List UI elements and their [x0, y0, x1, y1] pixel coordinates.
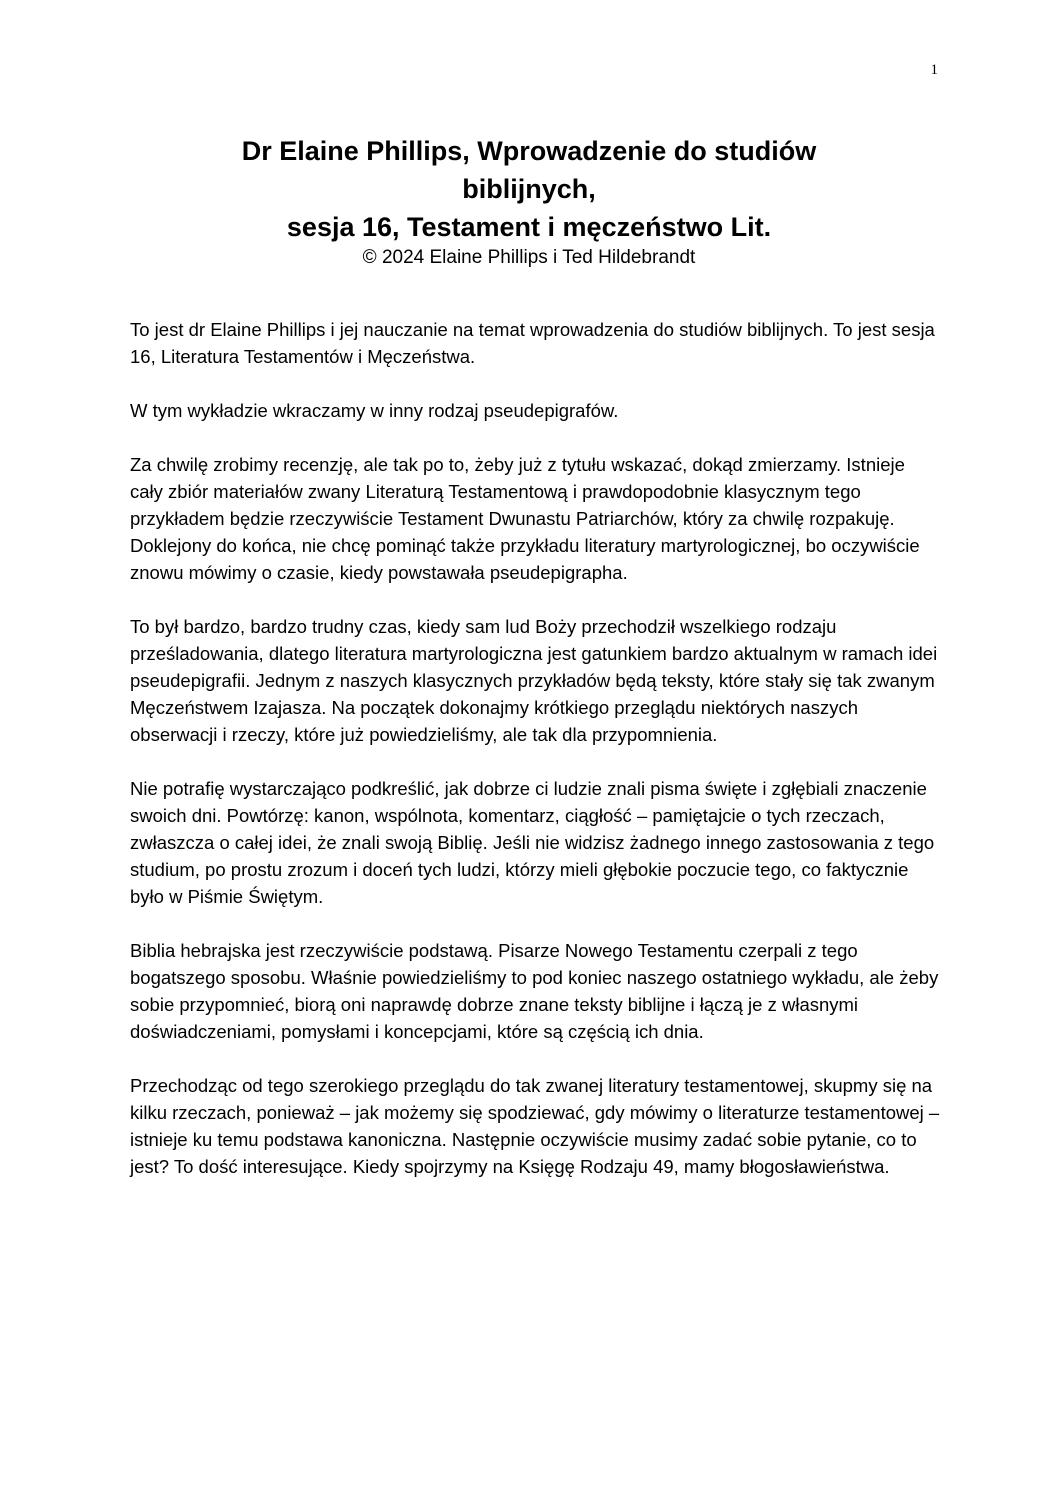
document-body: [130, 316, 940, 1207]
document-header: [130, 132, 928, 270]
document-title-line-2: biblijnych,: [462, 174, 596, 204]
paragraph-hebrew-bible: Biblia hebrajska jest rzeczywiście podstawą. Pisarze Nowego Testamentu czerpali z tego bogatszego sposobu. Właśnie powiedzieliśmy to pod koniec naszego ostatniego wykładu, ale żeby sobie przypomnieć, biorą oni naprawdę dobrze znane teksty biblijne i łączą je z własnymi doświadczeniami, pomysłami i koncepcjami, które są częścią ich dnia.: [130, 940, 939, 1042]
page-number: 1: [930, 62, 938, 78]
copyright-notice: © 2024 Elaine Phillips i Ted Hildebrandt: [362, 247, 696, 268]
paragraph-lecture-topic: W tym wykładzie wkraczamy w inny rodzaj pseudepigrafów.: [130, 400, 619, 421]
paragraph-canonical-basis: Przechodząc od tego szerokiego przeglądu do tak zwanej literatury testamentowej, skupmy się na kilku rzeczach, ponieważ – jak możemy się spodziewać, gdy mówimy o literaturze testamentowej – istnieje ku temu podstawa kanoniczna. Następnie oczywiście musimy zadać sobie pytanie, co to jest? To dość interesujące. Kiedy spojrzymy na Księgę Rodzaju 49, mamy błogosławieństwa.: [130, 1075, 940, 1177]
paragraph-scripture-knowledge: Nie potrafię wystarczająco podkreślić, jak dobrze ci ludzie znali pisma święte i zgłębiali znaczenie swoich dni. Powtórzę: kanon, wspólnota, komentarz, ciągłość – pamiętajcie o tych rzeczach, zwłaszcza o całej idei, że znali swoją Biblię. Jeśli nie widzisz żadnego innego zastosowania z tego studium, po prostu zrozum i doceń tych ludzi, którzy mieli głębokie poczucie tego, co faktycznie było w Piśmie Świętym.: [130, 778, 935, 907]
document-title-line-1: Dr Elaine Phillips, Wprowadzenie do studiów: [241, 136, 817, 166]
document-title-line-3: sesja 16, Testament i męczeństwo Lit.: [286, 212, 772, 242]
paragraph-intro: To jest dr Elaine Phillips i jej nauczanie na temat wprowadzenia do studiów biblijnych. To jest sesja 16, Literatura Testamentów i Męczeństwa.: [130, 319, 935, 367]
paragraph-testament-literature: Za chwilę zrobimy recenzję, ale tak po to, żeby już z tytułu wskazać, dokąd zmierzamy. Istnieje cały zbiór materiałów zwany Literaturą Testamentową i prawdopodobnie klasycznym tego przykładem będzie rzeczywiście Testament Dwunastu Patriarchów, który za chwilę rozpakuję. Doklejony do końca, nie chcę pominąć także przykładu literatury martyrologicznej, bo oczywiście znowu mówimy o czasie, kiedy powstawała pseudepigrapha.: [130, 454, 920, 583]
paragraph-martyrdom: To był bardzo, bardzo trudny czas, kiedy sam lud Boży przechodził wszelkiego rodzaju prześladowania, dlatego literatura martyrologiczna jest gatunkiem bardzo aktualnym w ramach idei pseudepigrafii. Jednym z naszych klasycznych przykładów będą teksty, które stały się tak zwanym Męczeństwem Izajasza. Na początek dokonajmy krótkiego przeglądu niektórych naszych obserwacji i rzeczy, które już powiedzieliśmy, ale tak dla przypomnienia.: [130, 616, 938, 745]
